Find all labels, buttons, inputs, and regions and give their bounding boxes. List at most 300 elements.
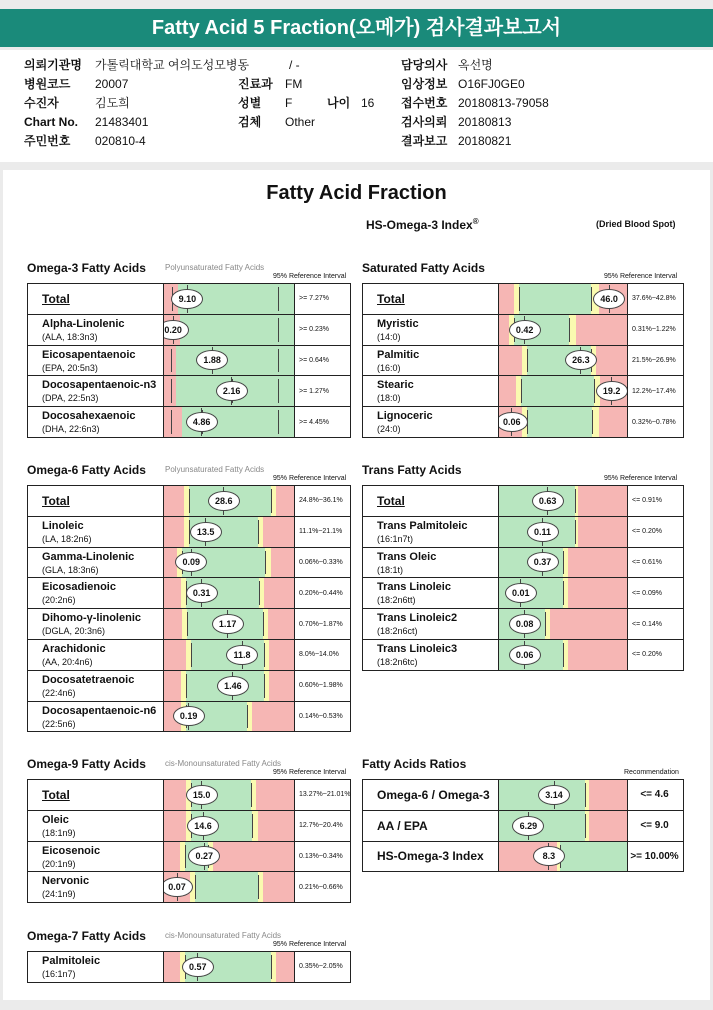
range-tick bbox=[171, 349, 172, 373]
info-value: O16FJ0GE0 bbox=[458, 77, 525, 91]
zone-red bbox=[164, 609, 182, 639]
value-bubble: 19.2 bbox=[596, 381, 628, 401]
acid-name: Trans Linoleic3 bbox=[377, 643, 458, 655]
total-row bbox=[27, 283, 351, 315]
range-bar bbox=[499, 315, 628, 345]
acid-notation: (22:4n6) bbox=[42, 687, 76, 698]
row-name-cell bbox=[363, 407, 499, 437]
info-value: 20180813 bbox=[458, 115, 512, 129]
info-value: 20007 bbox=[95, 77, 129, 91]
range-bar bbox=[164, 376, 295, 406]
row-name-cell bbox=[28, 640, 164, 670]
panel-title: Trans Fatty Acids bbox=[362, 463, 462, 477]
zone-red bbox=[499, 376, 516, 406]
value-bubble: 0.19 bbox=[173, 706, 205, 726]
acid-notation: (GLA, 18:3n6) bbox=[42, 564, 99, 575]
zone-red bbox=[589, 780, 627, 810]
acid-notation: (ALA, 18:3n3) bbox=[42, 331, 98, 342]
zone-red bbox=[269, 640, 294, 670]
value-bubble: 0.37 bbox=[527, 552, 559, 572]
fatty-acid-row bbox=[27, 701, 351, 733]
row-name-cell bbox=[28, 811, 164, 841]
info-label: 병원코드 bbox=[24, 77, 71, 91]
range-tick bbox=[247, 705, 248, 729]
info-label: 접수번호 bbox=[401, 96, 448, 110]
acid-name: Palmitic bbox=[377, 348, 420, 361]
range-tick bbox=[171, 410, 172, 434]
range-bar bbox=[499, 407, 628, 437]
fatty-acid-row bbox=[27, 314, 351, 346]
info-label: 수진자 bbox=[24, 96, 59, 110]
panel-ratios bbox=[362, 757, 684, 873]
panel-omega7 bbox=[27, 929, 351, 984]
acid-name: Trans Oleic bbox=[377, 550, 437, 563]
zone-green bbox=[519, 284, 591, 314]
fatty-acid-row bbox=[27, 871, 351, 903]
value-bubble: 13.5 bbox=[190, 522, 222, 542]
info-value: 20180813-79058 bbox=[458, 96, 549, 110]
value-bubble: 0.08 bbox=[509, 614, 541, 634]
zone-red bbox=[268, 609, 294, 639]
acid-name: Gamma-Linolenic bbox=[42, 550, 135, 563]
panel-title: Omega-6 Fatty Acids bbox=[27, 463, 146, 477]
value-bubble: 0.57 bbox=[182, 957, 214, 977]
reference-value: 0.13%~0.34% bbox=[299, 852, 343, 860]
value-bubble: 14.6 bbox=[187, 816, 219, 836]
report-body bbox=[3, 170, 710, 1000]
range-tick bbox=[563, 551, 564, 575]
zone-red bbox=[164, 517, 184, 547]
fatty-acid-row bbox=[27, 547, 351, 579]
range-bar bbox=[499, 640, 628, 670]
total-row bbox=[27, 485, 351, 517]
value-bubble: 0.01 bbox=[505, 583, 537, 603]
range-tick bbox=[585, 814, 586, 838]
zone-green bbox=[527, 407, 592, 437]
range-tick bbox=[569, 318, 570, 342]
fatty-acid-row bbox=[27, 406, 351, 438]
zone-red bbox=[550, 609, 627, 639]
reference-caption: 95% Reference Interval bbox=[273, 273, 347, 280]
reference-value: 12.7%~20.4% bbox=[299, 822, 343, 830]
value-bubble: 0.27 bbox=[188, 846, 220, 866]
total-label: Total bbox=[42, 787, 70, 802]
zone-red bbox=[589, 811, 627, 841]
range-tick bbox=[186, 674, 187, 698]
info-label: 주민번호 bbox=[24, 134, 71, 148]
acid-notation: (20:2n6) bbox=[42, 595, 76, 606]
reference-value: >= 4.45% bbox=[299, 418, 329, 426]
fatty-acid-row bbox=[27, 608, 351, 640]
acid-name: Lignoceric bbox=[377, 410, 433, 423]
reference-value: 0.20%~0.44% bbox=[299, 589, 343, 597]
range-bar bbox=[164, 609, 295, 639]
total-row bbox=[362, 283, 684, 315]
zone-red bbox=[499, 346, 522, 376]
row-name-cell bbox=[28, 952, 164, 982]
zone-red bbox=[568, 548, 627, 578]
acid-notation: (AA, 20:4n6) bbox=[42, 657, 93, 667]
reference-value: >= 1.27% bbox=[299, 387, 329, 395]
panel-title: Fatty Acids Ratios bbox=[362, 757, 467, 771]
zone-green bbox=[560, 842, 627, 872]
reference-value: 37.6%~42.8% bbox=[632, 295, 676, 303]
range-bar bbox=[164, 578, 295, 608]
acid-name: Alpha-Linolenic bbox=[42, 317, 125, 330]
reference-value: 0.35%~2.05% bbox=[299, 963, 343, 971]
range-bar bbox=[164, 486, 295, 516]
acid-name: Trans Linoleic2 bbox=[377, 612, 458, 625]
value-bubble: 26.3 bbox=[565, 350, 597, 370]
reference-value: 0.60%~1.98% bbox=[299, 682, 343, 690]
range-bar bbox=[164, 284, 295, 314]
panel-omega3 bbox=[27, 261, 351, 439]
info-row-4 bbox=[0, 113, 713, 132]
range-tick bbox=[264, 643, 265, 667]
range-tick bbox=[278, 287, 279, 311]
range-bar bbox=[164, 640, 295, 670]
row-name-cell bbox=[28, 842, 164, 872]
acid-name: Docosahexaenoic bbox=[42, 410, 136, 423]
reference-value: 0.70%~1.87% bbox=[299, 620, 343, 628]
panel-subtitle: cis-Monounsaturated Fatty Acids bbox=[165, 759, 282, 768]
panel-trans bbox=[362, 463, 684, 672]
reference-value: 24.8%~36.1% bbox=[299, 497, 343, 505]
info-label: 담당의사 bbox=[401, 58, 448, 72]
range-bar bbox=[164, 407, 295, 437]
report-subtitle bbox=[366, 217, 479, 232]
range-tick bbox=[278, 410, 279, 434]
row-name-cell bbox=[28, 486, 164, 516]
zone-red bbox=[164, 640, 186, 670]
zone-red bbox=[599, 407, 627, 437]
acid-name: Eicosapentaenoic bbox=[42, 348, 136, 361]
acid-name: Docosapentaenoic-n6 bbox=[42, 704, 157, 717]
fatty-acid-row bbox=[362, 639, 684, 671]
range-tick bbox=[592, 410, 593, 434]
range-bar bbox=[499, 842, 628, 872]
total-row bbox=[27, 779, 351, 811]
ratio-label: AA / EPA bbox=[377, 818, 428, 833]
zone-red bbox=[213, 842, 294, 872]
range-bar bbox=[164, 952, 295, 982]
acid-notation: (DGLA, 20:3n6) bbox=[42, 626, 106, 637]
acid-notation: (18:1n9) bbox=[42, 827, 76, 838]
sample-type: (Dried Blood Spot) bbox=[596, 219, 676, 229]
panel-subtitle: cis-Monounsaturated Fatty Acids bbox=[165, 931, 282, 940]
report-subtitle-text: HS-Omega-3 Index bbox=[366, 218, 473, 232]
reference-value: 0.06%~0.33% bbox=[299, 558, 343, 566]
panel-subtitle: Polyunsaturated Fatty Acids bbox=[165, 263, 265, 272]
info-row-2 bbox=[0, 75, 713, 94]
range-tick bbox=[575, 520, 576, 544]
range-bar bbox=[164, 517, 295, 547]
report-title: Fatty Acid Fraction bbox=[266, 182, 447, 204]
range-bar bbox=[499, 548, 628, 578]
reference-value: >= 7.27% bbox=[299, 295, 329, 303]
zone-green bbox=[521, 376, 594, 406]
reference-caption: 95% Reference Interval bbox=[273, 769, 347, 776]
fatty-acid-row bbox=[362, 406, 684, 438]
panel-title: Saturated Fatty Acids bbox=[362, 261, 485, 275]
registered-mark: ® bbox=[472, 217, 479, 226]
reference-value: 0.21%~0.66% bbox=[299, 883, 343, 891]
reference-value: <= 0.91% bbox=[632, 497, 662, 505]
range-bar bbox=[164, 671, 295, 701]
info-row-5 bbox=[0, 132, 713, 151]
range-tick bbox=[252, 814, 253, 838]
fatty-acid-row bbox=[362, 375, 684, 407]
value-bubble: 0.42 bbox=[509, 320, 541, 340]
row-name-cell bbox=[363, 486, 499, 516]
range-tick bbox=[278, 318, 279, 342]
fatty-acid-row bbox=[27, 810, 351, 842]
row-name-cell bbox=[363, 517, 499, 547]
reference-value: 0.32%~0.78% bbox=[632, 418, 676, 426]
range-tick bbox=[278, 379, 279, 403]
range-tick bbox=[258, 875, 259, 899]
acid-notation: (18:0) bbox=[377, 393, 401, 404]
reference-value: >= 0.23% bbox=[299, 326, 329, 334]
info-value: 김도희 bbox=[95, 96, 130, 110]
acid-name: Docosatetraenoic bbox=[42, 673, 135, 686]
range-bar bbox=[499, 284, 628, 314]
zone-red bbox=[499, 284, 514, 314]
zone-red bbox=[164, 407, 182, 437]
zone-red bbox=[578, 517, 627, 547]
range-bar bbox=[499, 578, 628, 608]
row-name-cell bbox=[363, 780, 499, 810]
zone-red bbox=[258, 811, 294, 841]
ratio-row bbox=[362, 841, 684, 873]
zone-red bbox=[276, 486, 294, 516]
row-name-cell bbox=[28, 578, 164, 608]
range-bar bbox=[499, 609, 628, 639]
info-row-1 bbox=[0, 56, 713, 75]
range-bar bbox=[499, 780, 628, 810]
row-name-cell bbox=[363, 640, 499, 670]
row-name-cell bbox=[28, 517, 164, 547]
panel-subtitle: Polyunsaturated Fatty Acids bbox=[165, 465, 265, 474]
acid-notation: (18:2n6ct) bbox=[377, 626, 418, 637]
range-tick bbox=[187, 612, 188, 636]
panel-omega9 bbox=[27, 757, 351, 904]
row-name-cell bbox=[28, 780, 164, 810]
row-name-cell bbox=[363, 346, 499, 376]
value-bubble: 28.6 bbox=[208, 491, 240, 511]
zone-red bbox=[164, 486, 184, 516]
reference-value: <= 0.20% bbox=[632, 651, 662, 659]
zone-red bbox=[164, 578, 181, 608]
reference-value: >= 0.64% bbox=[299, 356, 329, 364]
range-bar bbox=[499, 486, 628, 516]
row-name-cell bbox=[363, 548, 499, 578]
row-name-cell bbox=[28, 671, 164, 701]
acid-notation: (20:1n9) bbox=[42, 858, 76, 869]
panel-title: Omega-9 Fatty Acids bbox=[27, 757, 146, 771]
total-row bbox=[362, 485, 684, 517]
acid-notation: (EPA, 20:5n3) bbox=[42, 362, 98, 373]
total-label: Total bbox=[42, 493, 70, 508]
range-tick bbox=[185, 845, 186, 869]
reference-value: 11.1%~21.1% bbox=[299, 528, 343, 536]
zone-red bbox=[578, 486, 627, 516]
value-bubble: 1.17 bbox=[212, 614, 244, 634]
row-name-cell bbox=[28, 315, 164, 345]
value-bubble: 3.14 bbox=[538, 785, 570, 805]
zone-red bbox=[164, 842, 180, 872]
acid-notation: (24:0) bbox=[377, 424, 401, 435]
info-value: F bbox=[285, 96, 293, 110]
info-value: 가톨릭대학교 여의도성모병동 bbox=[95, 58, 250, 72]
zone-red bbox=[164, 811, 186, 841]
info-row-3 bbox=[0, 94, 713, 113]
acid-name: Palmitoleic bbox=[42, 955, 101, 967]
acid-notation: (18:2n6tc) bbox=[377, 657, 418, 667]
zone-green bbox=[176, 346, 294, 376]
report-title-bar bbox=[0, 9, 713, 47]
acid-notation: (LA, 18:2n6) bbox=[42, 533, 92, 544]
patient-info-section bbox=[0, 50, 713, 162]
acid-name: Stearic bbox=[377, 379, 414, 392]
fatty-acid-row bbox=[27, 670, 351, 702]
info-value: 16 bbox=[361, 96, 375, 110]
row-name-cell bbox=[28, 376, 164, 406]
info-label: 검사의뢰 bbox=[401, 115, 448, 129]
acid-name: Arachidonic bbox=[42, 643, 106, 655]
acid-name: Trans Linoleic bbox=[377, 581, 451, 594]
range-tick bbox=[271, 955, 272, 979]
row-name-cell bbox=[363, 284, 499, 314]
range-tick bbox=[264, 674, 265, 698]
zone-red bbox=[164, 671, 181, 701]
reference-value: 13.27%~21.01% bbox=[299, 791, 351, 799]
zone-green bbox=[180, 315, 294, 345]
ratio-label: HS-Omega-3 Index bbox=[377, 849, 484, 864]
range-bar bbox=[164, 842, 295, 872]
ratio-label: Omega-6 / Omega-3 bbox=[377, 787, 490, 802]
value-bubble: 0.09 bbox=[175, 552, 207, 572]
row-name-cell bbox=[363, 811, 499, 841]
panel-title: Omega-3 Fatty Acids bbox=[27, 261, 146, 275]
info-label: 검체 bbox=[238, 115, 262, 129]
fatty-acid-row bbox=[27, 639, 351, 671]
acid-notation: (16:1n7t) bbox=[377, 533, 414, 544]
acid-notation: (DHA, 22:6n3) bbox=[42, 424, 100, 435]
info-label: 의뢰기관명 bbox=[24, 58, 82, 72]
total-label: Total bbox=[42, 291, 70, 306]
row-name-cell bbox=[28, 548, 164, 578]
info-label: 결과보고 bbox=[401, 134, 448, 148]
range-tick bbox=[258, 520, 259, 544]
row-name-cell bbox=[363, 842, 499, 872]
info-value: Other bbox=[285, 115, 316, 129]
info-label: 진료과 bbox=[238, 77, 273, 91]
zone-red bbox=[256, 780, 294, 810]
panel-saturated bbox=[362, 261, 684, 439]
zone-red bbox=[271, 548, 294, 578]
reference-value: <= 9.0 bbox=[640, 820, 669, 832]
info-label: 임상정보 bbox=[401, 77, 448, 91]
row-name-cell bbox=[363, 609, 499, 639]
info-value: 20180821 bbox=[458, 134, 512, 148]
row-name-cell bbox=[28, 609, 164, 639]
value-bubble: 0.06 bbox=[499, 412, 528, 432]
range-tick bbox=[191, 643, 192, 667]
info-label: Chart No. bbox=[24, 115, 78, 129]
reference-value: 12.2%~17.4% bbox=[632, 387, 676, 395]
reference-value: 8.0%~14.0% bbox=[299, 651, 339, 659]
range-tick bbox=[189, 489, 190, 513]
value-bubble: 46.0 bbox=[593, 289, 625, 309]
reference-caption: 95% Reference Interval bbox=[273, 475, 347, 482]
info-value: 옥선명 bbox=[458, 58, 493, 72]
row-name-cell bbox=[28, 702, 164, 732]
value-bubble: 0.07 bbox=[164, 877, 193, 897]
reference-value: <= 0.14% bbox=[632, 620, 662, 628]
zone-red bbox=[264, 578, 294, 608]
fatty-acid-row bbox=[27, 516, 351, 548]
range-bar bbox=[499, 346, 628, 376]
range-bar bbox=[164, 872, 295, 902]
info-value: 020810-4 bbox=[95, 134, 146, 148]
range-tick bbox=[545, 612, 546, 636]
row-name-cell bbox=[363, 315, 499, 345]
total-label: Total bbox=[377, 493, 405, 508]
zone-red bbox=[263, 872, 294, 902]
fatty-acid-row bbox=[27, 951, 351, 983]
fatty-acid-row bbox=[362, 577, 684, 609]
acid-notation: (DPA, 22:5n3) bbox=[42, 393, 99, 404]
range-tick bbox=[265, 551, 266, 575]
value-bubble: 0.20 bbox=[164, 320, 189, 340]
range-tick bbox=[563, 581, 564, 605]
zone-red bbox=[164, 952, 180, 982]
value-bubble: 9.10 bbox=[171, 289, 203, 309]
row-name-cell bbox=[363, 578, 499, 608]
range-bar bbox=[164, 548, 295, 578]
value-bubble: 1.46 bbox=[217, 676, 249, 696]
range-bar bbox=[499, 376, 628, 406]
range-tick bbox=[519, 287, 520, 311]
fatty-acid-row bbox=[362, 314, 684, 346]
acid-notation: (22:5n6) bbox=[42, 718, 76, 729]
fatty-acid-row bbox=[27, 375, 351, 407]
range-tick bbox=[591, 287, 592, 311]
range-tick bbox=[195, 875, 196, 899]
acid-name: Oleic bbox=[42, 813, 69, 826]
reference-caption: 95% Reference Interval bbox=[604, 273, 678, 280]
value-bubble: 0.11 bbox=[527, 522, 559, 542]
panel-omega6 bbox=[27, 463, 351, 733]
range-bar bbox=[164, 702, 295, 732]
zone-red bbox=[568, 578, 627, 608]
value-bubble: 0.63 bbox=[532, 491, 564, 511]
reference-value: 21.5%~26.9% bbox=[632, 356, 676, 364]
reference-value: <= 0.61% bbox=[632, 558, 662, 566]
info-value: / - bbox=[289, 58, 300, 72]
acid-name: Eicosenoic bbox=[42, 844, 101, 857]
reference-value: 0.31%~1.22% bbox=[632, 326, 676, 334]
zone-red bbox=[263, 517, 294, 547]
fatty-acid-row bbox=[362, 345, 684, 377]
zone-red bbox=[252, 702, 294, 732]
fatty-acid-row bbox=[27, 345, 351, 377]
reference-value: <= 0.20% bbox=[632, 528, 662, 536]
row-name-cell bbox=[28, 346, 164, 376]
report-header-title: Fatty Acid 5 Fraction(오메가) 검사결과보고서 bbox=[151, 17, 562, 39]
info-label: 성별 bbox=[238, 96, 262, 110]
